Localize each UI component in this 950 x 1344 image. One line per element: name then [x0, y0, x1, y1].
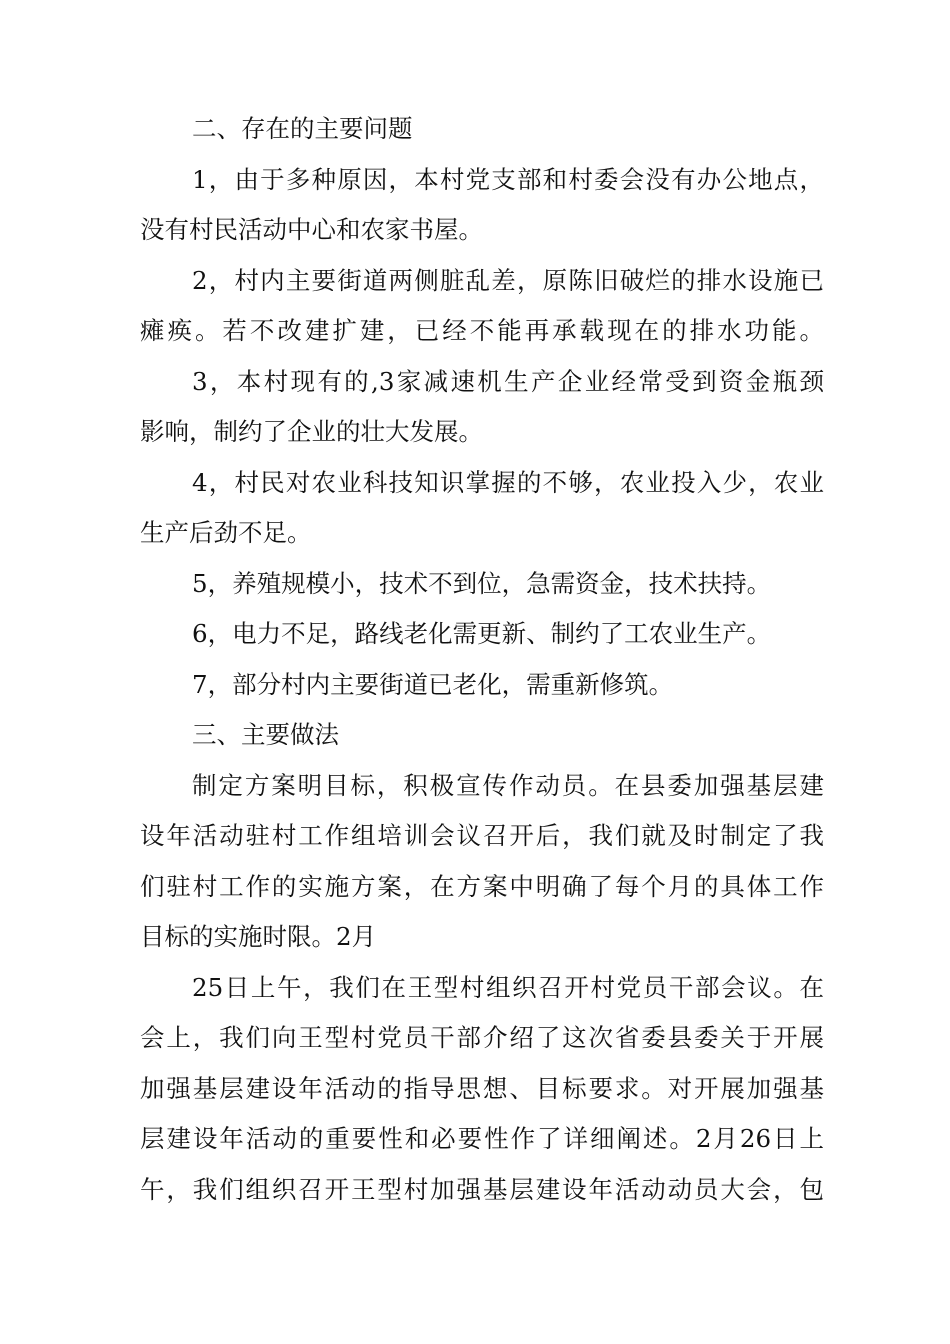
methods-paragraph-1-line-1: 制定方案明目标，积极宣传作动员。在县委加强基层建: [192, 770, 824, 800]
problem-6: 6，电力不足，路线老化需更新、制约了工农业生产。: [192, 619, 772, 648]
methods-paragraph-1-line-4: 目标的实施时限。2月: [140, 922, 377, 951]
problem-3-line-1: 3，本村现有的,3家减速机生产企业经常受到资金瓶颈: [192, 366, 824, 396]
problem-1-line-2: 没有村民活动中心和农家书屋。: [140, 215, 483, 244]
methods-paragraph-1-line-2: 设年活动驻村工作组培训会议召开后，我们就及时制定了我: [140, 821, 824, 850]
methods-paragraph-2-line-3: 加强基层建设年活动的指导思想、目标要求。对开展加强基: [140, 1073, 824, 1103]
problem-2-line-2: 瘫痪。若不改建扩建，已经不能再承载现在的排水功能。: [140, 316, 824, 345]
methods-paragraph-2-line-1: 25日上午，我们在王型村组织召开村党员干部会议。在: [192, 972, 824, 1002]
methods-paragraph-2-line-4: 层建设年活动的重要性和必要性作了详细阐述。2月26日上: [140, 1124, 824, 1153]
problem-2-line-1: 2，村内主要街道两侧脏乱差，原陈旧破烂的排水设施已: [192, 265, 824, 295]
problem-1-line-1: 1，由于多种原因，本村党支部和村委会没有办公地点，: [192, 164, 824, 194]
problem-4-line-2: 生产后劲不足。: [140, 518, 312, 547]
problem-5: 5，养殖规模小，技术不到位，急需资金，技术扶持。: [192, 568, 772, 598]
problem-7: 7，部分村内主要街道已老化，需重新修筑。: [192, 669, 674, 699]
methods-paragraph-2-line-2: 会上，我们向王型村党员干部介绍了这次省委县委关于开展: [140, 1023, 824, 1052]
methods-paragraph-1-line-3: 们驻村工作的实施方案，在方案中明确了每个月的具体工作: [140, 871, 824, 901]
section-heading-problems: 二、存在的主要问题: [192, 114, 413, 143]
problem-4-line-1: 4，村民对农业科技知识掌握的不够，农业投入少，农业: [192, 467, 824, 497]
document-body: [140, 104, 824, 1215]
methods-paragraph-2-line-5: 午，我们组织召开王型村加强基层建设年活动动员大会，包: [140, 1174, 824, 1204]
problem-3-line-2: 影响，制约了企业的壮大发展。: [140, 417, 483, 446]
section-heading-methods: 三、主要做法: [192, 720, 339, 749]
